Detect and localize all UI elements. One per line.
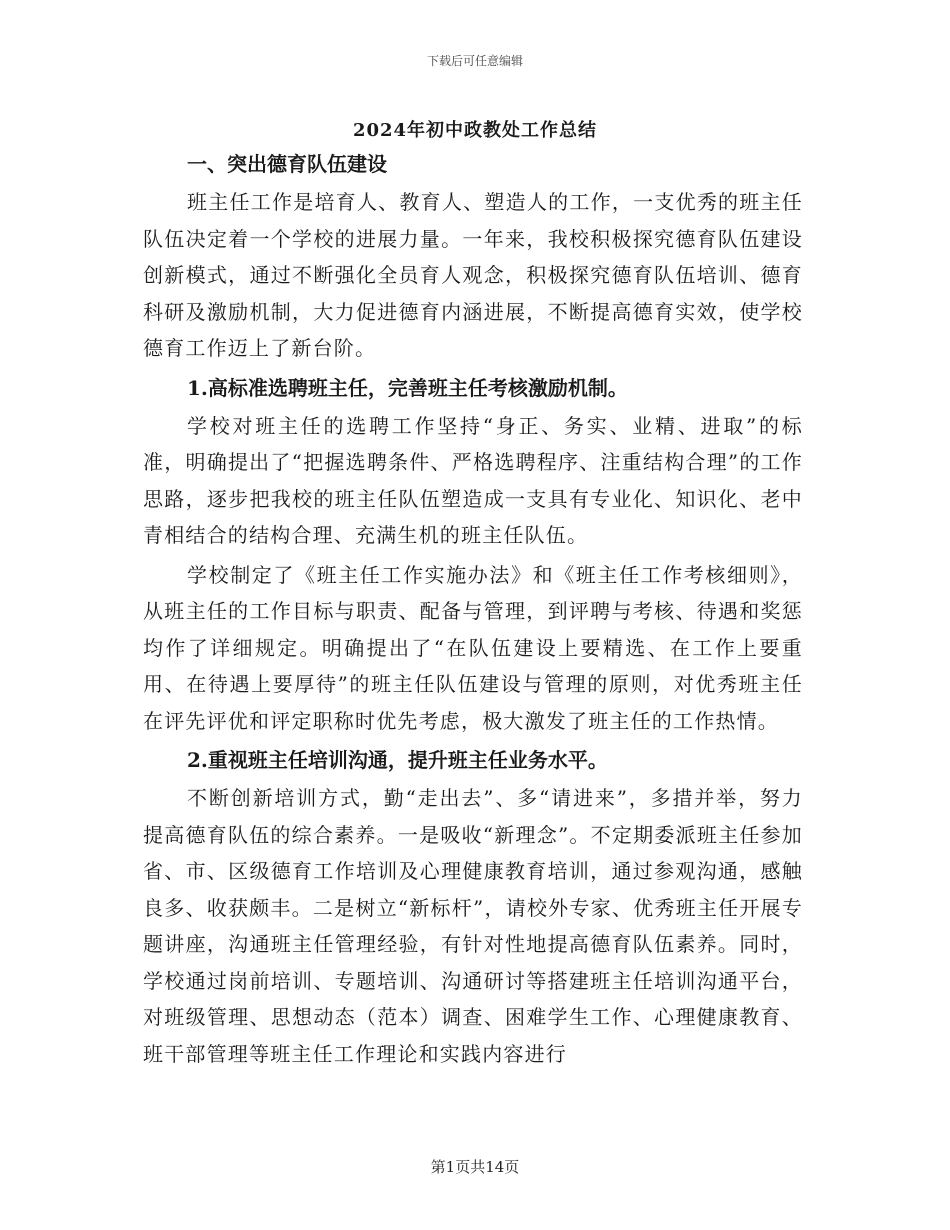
document-body — [143, 146, 803, 1075]
subsection-heading-1: 1.高标准选聘班主任，完善班主任考核激励机制。 — [187, 375, 628, 400]
section-heading: 一、突出德育队伍建设 — [187, 152, 387, 176]
page-header-note: 下载后可任意编辑 — [426, 54, 523, 68]
subsection-heading-2: 2.重视班主任培训沟通，提升班主任业务水平。 — [187, 748, 608, 772]
subsection-1-paragraph-1: 学校对班主任的选聘工作坚持“身正、务实、业精、进取”的标准，明确提出了“把握选聘条件、严格选聘程序、注重结构合理”的工作思路，逐步把我校的班主任队伍塑造成一支具有专业化、知识化、老中青相结合的结构合理、充满生机的班主任队伍。 — [143, 413, 803, 547]
subsection-1-paragraph-2: 学校制定了《班主任工作实施办法》和《班主任工作考核细则》，从班主任的工作目标与职责、配备与管理，到评聘与考核、待遇和奖惩均作了详细规定。明确提出了“在队伍建设上要精选、在工作上要重用、在待遇上要厚待”的班主任队伍建设与管理的原则，对优秀班主任在评先评优和评定职称时优先考虑，极大激发了班主任的工作热情。 — [143, 562, 803, 733]
document-title: 2024年初中政教处工作总结 — [352, 120, 598, 141]
subsection-2-paragraph-1: 不断创新培训方式，勤“走出去”、多“请进来”，多措并举，努力提高德育队伍的综合素养。一是吸收“新理念”。不定期委派班主任参加省、市、区级德育工作培训及心理健康教育培训，通过参观沟通，感触良多、收获颇丰。二是树立“新标杆”，请校外专家、优秀班主任开展专题讲座，沟通班主任管理经验，有针对性地提高德育队伍素养。同时，学校通过岗前培训、专题培训、沟通研讨等搭建班主任培训沟通平台，对班级管理、思想动态（范本）调查、困难学生工作、心理健康教育、班干部管理等班主任工作理论和实践内容进行 — [143, 786, 803, 1066]
intro-paragraph: 班主任工作是培育人、教育人、塑造人的工作，一支优秀的班主任队伍决定着一个学校的进展力量。一年来，我校积极探究德育队伍建设创新模式，通过不断强化全员育人观念，积极探究德育队伍培训、德育科研及激励机制，大力促进德育内涵进展，不断提高德育实效，使学校德育工作迈上了新台阶。 — [143, 190, 803, 360]
page-number: 第1页共14页 — [430, 1158, 520, 1176]
